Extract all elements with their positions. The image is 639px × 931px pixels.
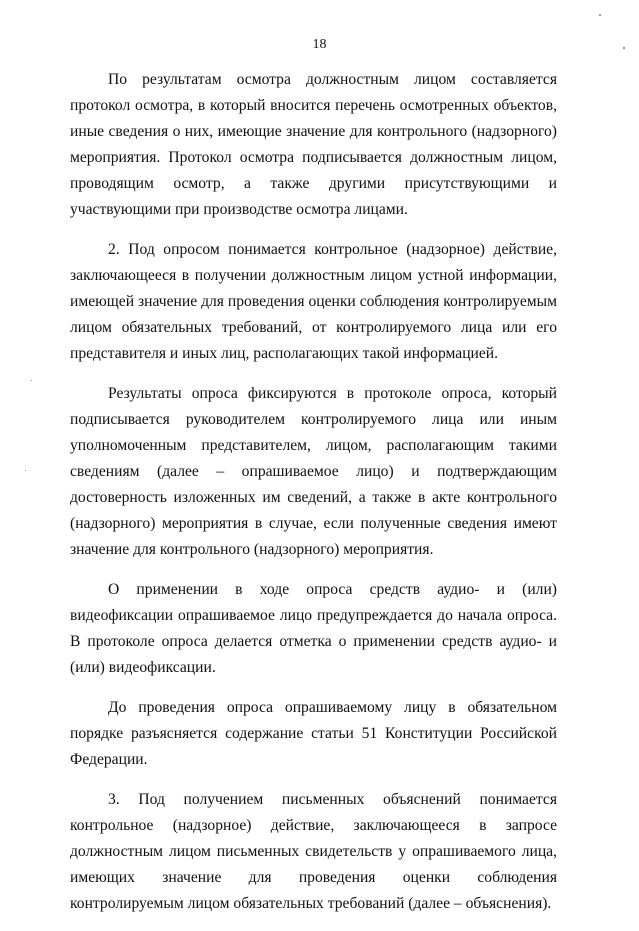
paragraph-audio-video-recording: О применении в ходе опроса средств аудио- и (или) видеофиксации опрашиваемое лицо предупреждается до начала опроса. В протоколе опроса делается отметка о применении средств аудио- и (или) видеофиксации. xyxy=(70,581,557,676)
page-number: 18 xyxy=(312,37,327,52)
scan-speck xyxy=(599,14,601,16)
paragraph-interview-results: Результаты опроса фиксируются в протоколе опроса, который подписывается руководителем контролируемого лица или иным уполномоченным представителем, лицом, располагающим такими сведениям (далее – опрашиваемое лицо) и подтверждающим достоверность изложенных им сведений, а также в акте контрольного (надзорного) мероприятия в случае, если полученные сведения имеют значение для контрольного (надзорного) мероприятия. xyxy=(70,385,557,558)
scan-speck xyxy=(31,380,32,381)
paragraph-written-explanations: 3. Под получением письменных объяснений понимается контрольное (надзорное) действие, заключающееся в запросе должностным лицом письменных свидетельств у опрашиваемого лица, имеющих значение для проведения оценки соблюдения контролируемым лицом обязательных требований (далее – объяснения). xyxy=(70,791,557,912)
scan-speck xyxy=(623,47,625,49)
body-text xyxy=(70,67,557,931)
paragraph-interview-definition: 2. Под опросом понимается контрольное (надзорное) действие, заключающееся в получении должностным лицом устной информации, имеющей значение для проведения оценки соблюдения контролируемым лицом обязательных требований, от контролируемого лица или его представителя и иных лиц, располагающих такой информацией. xyxy=(70,241,557,362)
paragraph-constitution-article: До проведения опроса опрашиваемому лицу в обязательном порядке разъясняется содержание статьи 51 Конституции Российской Федерации. xyxy=(70,699,557,768)
scan-speck xyxy=(25,470,26,471)
paragraph-inspection-protocol: По результатам осмотра должностным лицом составляется протокол осмотра, в который вносится перечень осмотренных объектов, иные сведения о них, имеющие значение для контрольного (надзорного) мероприятия. Протокол осмотра подписывается должностным лицом, проводящим осмотр, а также другими присутствующими и участвующими при производстве осмотра лицами. xyxy=(70,71,557,218)
